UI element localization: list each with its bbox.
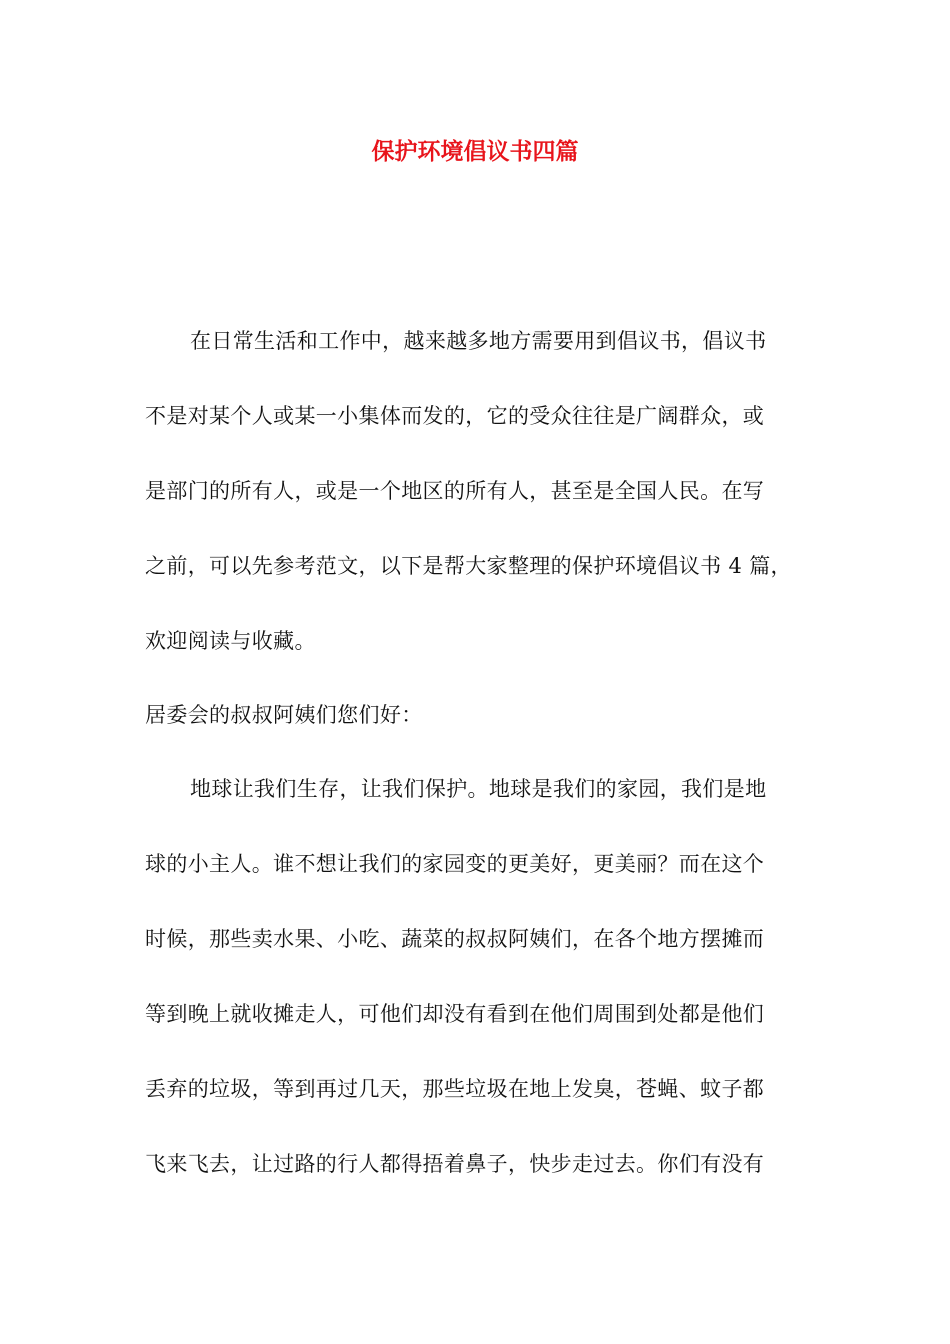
salutation: 居委会的叔叔阿姨们您们好：	[145, 703, 423, 727]
intro-line: 是部门的所有人，或是一个地区的所有人，甚至是全国人民。在写	[145, 479, 765, 503]
letter-paragraph	[145, 752, 815, 1202]
letter-line: 等到晚上就收摊走人，可他们却没有看到在他们周围到处都是他们	[145, 1002, 765, 1026]
letter-line: 球的小主人。谁不想让我们的家园变的更美好，更美丽？而在这个	[145, 852, 765, 876]
intro-line: 在日常生活和工作中，越来越多地方需要用到倡议书，倡议书	[190, 329, 767, 353]
intro-line: 欢迎阅读与收藏。	[145, 629, 316, 653]
letter-line: 飞来飞去，让过路的行人都得捂着鼻子，快步走过去。你们有没有	[145, 1152, 765, 1176]
intro-paragraph	[145, 304, 815, 679]
letter-line: 时候，那些卖水果、小吃、蔬菜的叔叔阿姨们，在各个地方摆摊而	[145, 927, 765, 951]
intro-line: 不是对某个人或某一小集体而发的，它的受众往往是广阔群众，或	[145, 404, 765, 428]
letter-line: 丢弃的垃圾，等到再过几天，那些垃圾在地上发臭，苍蝇、蚊子都	[145, 1077, 765, 1101]
salutation-paragraph	[145, 678, 815, 753]
letter-line: 地球让我们生存，让我们保护。地球是我们的家园，我们是地	[190, 777, 767, 801]
intro-line: 之前，可以先参考范文，以下是帮大家整理的保护环境倡议书 4 篇，	[145, 554, 792, 578]
document-title: 保护环境倡议书四篇	[371, 138, 579, 165]
